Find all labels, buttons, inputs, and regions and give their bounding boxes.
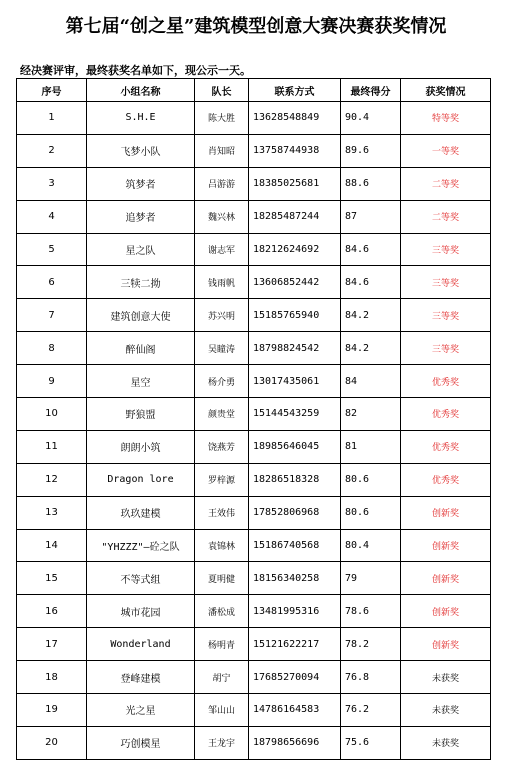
cell-phone: 15144543259 [249, 398, 341, 431]
cell-team-name: 追梦者 [87, 200, 195, 233]
cell-award: 优秀奖 [401, 430, 491, 463]
cell-phone: 13628548849 [249, 102, 341, 135]
table-row [17, 332, 491, 365]
cell-score: 84.2 [341, 332, 401, 365]
cell-award: 三等奖 [401, 233, 491, 266]
cell-score: 82 [341, 398, 401, 431]
cell-leader: 邹山山 [195, 694, 249, 727]
table-row [17, 134, 491, 167]
cell-award: 创新奖 [401, 529, 491, 562]
cell-number: 1 [17, 102, 87, 135]
cell-leader: 钱雨帆 [195, 266, 249, 299]
cell-score: 90.4 [341, 102, 401, 135]
cell-score: 80.6 [341, 463, 401, 496]
cell-team-name: 不等式组 [87, 562, 195, 595]
cell-team-name: 玖玖建模 [87, 496, 195, 529]
cell-award: 未获奖 [401, 726, 491, 759]
cell-team-name: 登峰建模 [87, 661, 195, 694]
cell-award: 未获奖 [401, 661, 491, 694]
cell-number: 10 [17, 398, 87, 431]
cell-award: 未获奖 [401, 694, 491, 727]
cell-award: 特等奖 [401, 102, 491, 135]
cell-leader: 吴瞳涛 [195, 332, 249, 365]
cell-team-name: 三犊二拗 [87, 266, 195, 299]
table-row [17, 496, 491, 529]
cell-award: 创新奖 [401, 628, 491, 661]
table-row [17, 200, 491, 233]
cell-phone: 18286518328 [249, 463, 341, 496]
cell-award: 优秀奖 [401, 398, 491, 431]
cell-score: 80.6 [341, 496, 401, 529]
cell-leader: 罗梓源 [195, 463, 249, 496]
cell-number: 3 [17, 167, 87, 200]
cell-phone: 15186740568 [249, 529, 341, 562]
cell-number: 18 [17, 661, 87, 694]
cell-team-name: S.H.E [87, 102, 195, 135]
cell-leader: 魏兴林 [195, 200, 249, 233]
cell-score: 89.6 [341, 134, 401, 167]
cell-number: 16 [17, 595, 87, 628]
intro-text: 经决赛评审，最终获奖名单如下，现公示一天。 [20, 64, 251, 77]
cell-team-name: 巧创模星 [87, 726, 195, 759]
cell-score: 75.6 [341, 726, 401, 759]
cell-number: 12 [17, 463, 87, 496]
cell-leader: 袁锦林 [195, 529, 249, 562]
cell-leader: 胡宁 [195, 661, 249, 694]
table-row [17, 694, 491, 727]
table-row [17, 299, 491, 332]
cell-team-name: 醉仙阁 [87, 332, 195, 365]
cell-team-name: Wonderland [87, 628, 195, 661]
cell-leader: 饶燕芳 [195, 430, 249, 463]
cell-team-name: 筑梦者 [87, 167, 195, 200]
cell-leader: 肖知昭 [195, 134, 249, 167]
cell-phone: 13606852442 [249, 266, 341, 299]
cell-award: 二等奖 [401, 200, 491, 233]
cell-number: 20 [17, 726, 87, 759]
cell-leader: 陈大胜 [195, 102, 249, 135]
cell-number: 5 [17, 233, 87, 266]
cell-phone: 18798824542 [249, 332, 341, 365]
cell-number: 6 [17, 266, 87, 299]
cell-phone: 13758744938 [249, 134, 341, 167]
cell-score: 78.2 [341, 628, 401, 661]
cell-team-name: 建筑创意大使 [87, 299, 195, 332]
cell-score: 84.6 [341, 266, 401, 299]
header-contact: 联系方式 [249, 79, 341, 102]
cell-team-name: Dragon lore [87, 463, 195, 496]
cell-team-name: 光之星 [87, 694, 195, 727]
table-row [17, 398, 491, 431]
cell-award: 三等奖 [401, 299, 491, 332]
cell-award: 创新奖 [401, 595, 491, 628]
cell-leader: 潘松成 [195, 595, 249, 628]
cell-phone: 13481995316 [249, 595, 341, 628]
cell-phone: 13017435061 [249, 365, 341, 398]
cell-team-name: 星之队 [87, 233, 195, 266]
table-row [17, 102, 491, 135]
cell-score: 84.2 [341, 299, 401, 332]
cell-number: 13 [17, 496, 87, 529]
table-row [17, 463, 491, 496]
cell-leader: 杨明青 [195, 628, 249, 661]
cell-phone: 18385025681 [249, 167, 341, 200]
cell-phone: 18985646045 [249, 430, 341, 463]
table-row [17, 595, 491, 628]
cell-award: 一等奖 [401, 134, 491, 167]
table-row [17, 562, 491, 595]
cell-award: 优秀奖 [401, 463, 491, 496]
cell-phone: 18798656696 [249, 726, 341, 759]
cell-leader: 夏明健 [195, 562, 249, 595]
table-header-row [17, 79, 491, 102]
results-table [16, 78, 491, 760]
cell-team-name: 朗朗小筑 [87, 430, 195, 463]
cell-score: 79 [341, 562, 401, 595]
cell-award: 创新奖 [401, 496, 491, 529]
cell-leader: 苏兴明 [195, 299, 249, 332]
table-row [17, 430, 491, 463]
page-title: 第七届“创之星”建筑模型创意大赛决赛获奖情况 [65, 16, 447, 37]
cell-number: 7 [17, 299, 87, 332]
cell-team-name: 城市花园 [87, 595, 195, 628]
cell-phone: 18285487244 [249, 200, 341, 233]
header-leader: 队长 [195, 79, 249, 102]
cell-score: 78.6 [341, 595, 401, 628]
table-row [17, 529, 491, 562]
cell-number: 11 [17, 430, 87, 463]
cell-award: 优秀奖 [401, 365, 491, 398]
cell-phone: 15121622217 [249, 628, 341, 661]
cell-leader: 杨介勇 [195, 365, 249, 398]
cell-leader: 谢志军 [195, 233, 249, 266]
cell-phone: 14786164583 [249, 694, 341, 727]
table-row [17, 167, 491, 200]
cell-phone: 18156340258 [249, 562, 341, 595]
cell-team-name: 飞梦小队 [87, 134, 195, 167]
cell-score: 76.2 [341, 694, 401, 727]
cell-score: 84 [341, 365, 401, 398]
cell-number: 9 [17, 365, 87, 398]
cell-phone: 15185765940 [249, 299, 341, 332]
cell-award: 三等奖 [401, 332, 491, 365]
cell-score: 88.6 [341, 167, 401, 200]
cell-team-name: 星空 [87, 365, 195, 398]
table-row [17, 233, 491, 266]
cell-leader: 王效伟 [195, 496, 249, 529]
cell-number: 15 [17, 562, 87, 595]
cell-score: 76.8 [341, 661, 401, 694]
cell-team-name: "YHZZZ"—砼之队 [87, 529, 195, 562]
cell-number: 14 [17, 529, 87, 562]
cell-phone: 17685270094 [249, 661, 341, 694]
header-award: 获奖情况 [401, 79, 491, 102]
cell-number: 8 [17, 332, 87, 365]
cell-leader: 吕游游 [195, 167, 249, 200]
cell-award: 二等奖 [401, 167, 491, 200]
cell-score: 84.6 [341, 233, 401, 266]
cell-phone: 18212624692 [249, 233, 341, 266]
cell-score: 87 [341, 200, 401, 233]
header-number: 序号 [17, 79, 87, 102]
cell-number: 4 [17, 200, 87, 233]
table-row [17, 726, 491, 759]
header-team-name: 小组名称 [87, 79, 195, 102]
table-row [17, 661, 491, 694]
cell-number: 2 [17, 134, 87, 167]
cell-leader: 王龙宇 [195, 726, 249, 759]
cell-team-name: 野狼盟 [87, 398, 195, 431]
header-score: 最终得分 [341, 79, 401, 102]
cell-number: 19 [17, 694, 87, 727]
cell-score: 80.4 [341, 529, 401, 562]
table-row [17, 266, 491, 299]
cell-number: 17 [17, 628, 87, 661]
table-row [17, 628, 491, 661]
cell-award: 创新奖 [401, 562, 491, 595]
cell-award: 三等奖 [401, 266, 491, 299]
cell-leader: 颜贵堂 [195, 398, 249, 431]
cell-score: 81 [341, 430, 401, 463]
cell-phone: 17852806968 [249, 496, 341, 529]
table-row [17, 365, 491, 398]
